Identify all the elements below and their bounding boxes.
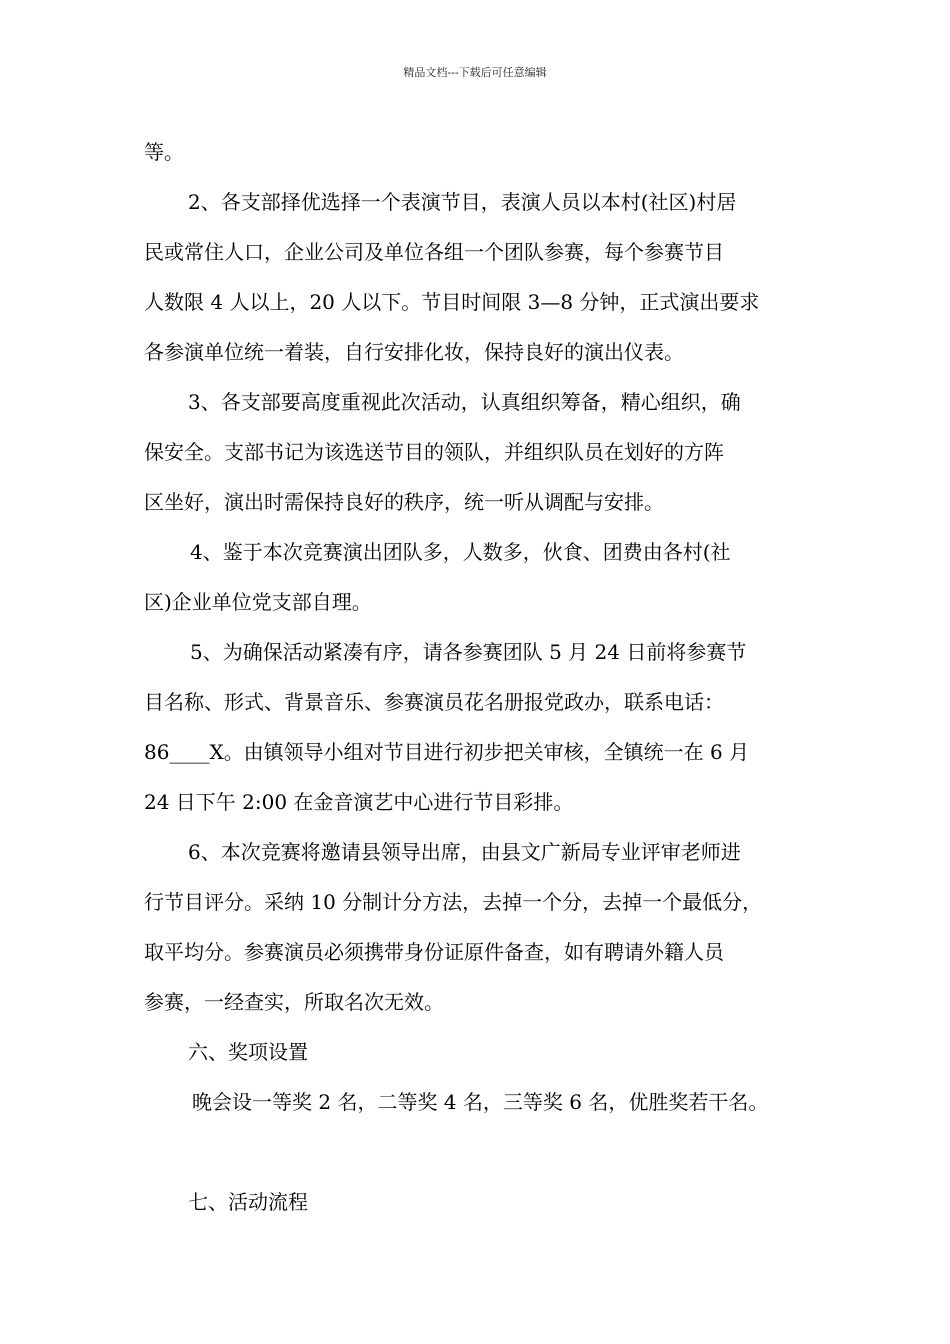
section-heading-process: 七、活动流程 [188, 1190, 308, 1214]
text-line: 区)企业单位党支部自理。 [144, 590, 372, 614]
page-header: 精品文档---下载后可任意编辑 [403, 66, 547, 79]
text-line: 5、为确保活动紧凑有序，请各参赛团队 5 月 24 日前将参赛节 [190, 640, 747, 664]
text-line: 区坐好，演出时需保持良好的秩序，统一听从调配与安排。 [144, 490, 664, 514]
text-line: 各参演单位统一着装，自行安排化妆，保持良好的演出仪表。 [144, 340, 684, 364]
text-line: 等。 [144, 140, 184, 164]
text-line: 目名称、形式、背景音乐、参赛演员花名册报党政办，联系电话： [144, 690, 724, 714]
text-line: 3、各支部要高度重视此次活动，认真组织筹备，精心组织，确 [188, 390, 741, 414]
text-line: 6、本次竞赛将邀请县领导出席，由县文广新局专业评审老师进 [188, 840, 741, 864]
text-line: 人数限 4 人以上，20 人以下。节目时间限 3—8 分钟，正式演出要求 [144, 290, 760, 314]
text-line: 晚会设一等奖 2 名，二等奖 4 名，三等奖 6 名，优胜奖若干名。 [192, 1090, 769, 1114]
text-line: 24 日下午 2:00 在金音演艺中心进行节目彩排。 [144, 790, 574, 814]
text-line: 民或常住人口，企业公司及单位各组一个团队参赛，每个参赛节目 [144, 240, 724, 264]
text-line: 参赛，一经查实，所取名次无效。 [144, 990, 444, 1014]
text-line: 2、各支部择优选择一个表演节目，表演人员以本村(社区)村居 [188, 190, 737, 214]
text-line: 行节目评分。采纳 10 分制计分方法，去掉一个分，去掉一个最低分， [144, 890, 763, 914]
text-line: 取平均分。参赛演员必须携带身份证原件备查，如有聘请外籍人员 [144, 940, 724, 964]
text-line: 86____X。由镇领导小组对节目进行初步把关审核，全镇统一在 6 月 [144, 740, 750, 764]
text-line: 保安全。支部书记为该选送节目的领队，并组织队员在划好的方阵 [144, 440, 724, 464]
text-line: 4、鉴于本次竞赛演出团队多，人数多，伙食、团费由各村(社 [190, 540, 731, 564]
section-heading-awards: 六、奖项设置 [188, 1040, 308, 1064]
